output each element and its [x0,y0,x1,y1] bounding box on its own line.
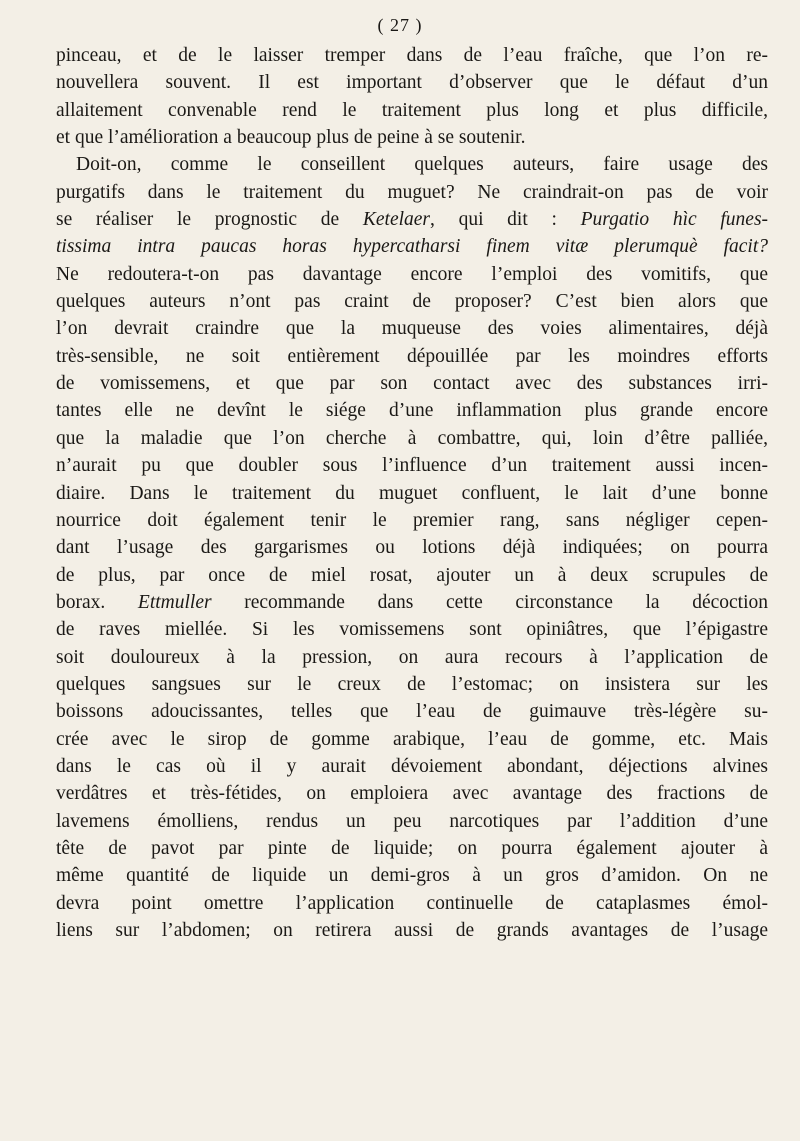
text-segment: très-sensible, ne soit entièrement dépouillée par les moindres efforts [56,345,768,367]
page-number: ( 27 ) [377,15,423,35]
text-segment: même quantité de liquide un demi-gros à un gros d’amidon. On ne [56,865,768,887]
text-line [56,726,768,753]
text-line [56,261,768,288]
text-segment: quelques auteurs n’ont pas craint de proposer? C’est bien alors que [56,291,768,313]
text-line [56,452,768,479]
body-text [56,42,768,944]
text-segment: purgatifs dans le traitement du muguet? Ne craindrait-on pas de voir [56,181,768,203]
italic-text: Ketelaer [362,209,431,231]
text-line [56,589,768,616]
text-line [56,206,768,233]
text-segment: de raves miellée. Si les vomissemens sont opiniâtres, que l’épigastre [56,619,768,641]
text-line [56,562,768,589]
text-segment: boissons adoucissantes, telles que l’eau de guimauve très-légère su- [56,701,768,723]
text-line [56,671,768,698]
text-segment: se réaliser le prognostic de [56,209,363,231]
text-segment: n’aurait pu que doubler sous l’influence d’un traitement aussi incen- [56,455,768,477]
text-segment: tantes elle ne devînt le siége d’une inflammation plus grande encore [56,400,768,422]
text-line [56,507,768,534]
text-segment: que la maladie que l’on cherche à combattre, qui, loin d’être palliée, [56,427,768,449]
text-line [56,917,768,944]
text-segment: devra point omettre l’application continuelle de cataplasmes émol- [56,892,768,914]
text-line [56,42,768,69]
text-line [56,808,768,835]
text-line [56,397,768,424]
text-segment: tête de pavot par pinte de liquide; on pourra également ajouter à [56,837,768,859]
text-segment: dans le cas où il y aurait dévoiement abondant, déjections alvines [56,755,768,777]
text-line [56,179,768,206]
text-segment: de vomissemens, et que par son contact avec des substances irri- [56,373,768,395]
text-line [56,534,768,561]
text-segment: borax. [56,591,138,613]
text-segment: nouvellera souvent. Il est important d’observer que le défaut d’un [56,72,768,94]
text-segment: quelques sangsues sur le creux de l’estomac; on insistera sur les [56,673,768,695]
text-line [56,753,768,780]
italic-text: Purgatio hìc funes- [580,209,768,231]
text-line [56,425,768,452]
text-segment: soit douloureux à la pression, on aura recours à l’application de [56,646,768,668]
text-line [56,315,768,342]
text-line [56,288,768,315]
text-segment: nourrice doit également tenir le premier rang, sans négliger cepen- [56,509,768,531]
text-line [56,698,768,725]
text-line [56,890,768,917]
text-line [56,370,768,397]
text-line [56,644,768,671]
text-segment: diaire. Dans le traitement du muguet confluent, le lait d’une bonne [56,482,768,504]
italic-text: Ettmuller [137,591,212,613]
text-segment: dant l’usage des gargarismes ou lotions déjà indiquées; on pourra [56,537,768,559]
text-segment: lavemens émolliens, rendus un peu narcotiques par l’addition d’une [56,810,768,832]
text-line [56,780,768,807]
text-segment: et que l’amélioration a beaucoup plus de peine à se soutenir. [56,127,526,149]
text-line [56,151,768,178]
text-line [56,124,768,151]
text-segment: Ne redoutera-t-on pas davantage encore l’emploi des vomitifs, que [56,263,768,285]
text-segment: liens sur l’abdomen; on retirera aussi de grands avantages de l’usage [56,920,768,941]
text-segment: allaitement convenable rend le traitement plus long et plus difficile, [56,99,768,121]
text-line [56,616,768,643]
text-segment: verdâtres et très-fétides, on emploiera avec avantage des fractions de [56,783,768,805]
text-segment: de plus, par once de miel rosat, ajouter un à deux scrupules de [56,564,768,586]
text-line [56,862,768,889]
text-segment: pinceau, et de le laisser tremper dans de l’eau fraîche, que l’on re- [56,45,768,66]
text-line [56,835,768,862]
text-line [56,69,768,96]
text-line [56,343,768,370]
text-line [56,233,768,260]
text-segment: , qui dit : [430,209,581,231]
italic-text: tissima intra paucas horas hypercatharsi finem vitæ plerumquè facit? [56,236,768,258]
text-segment: l’on devrait craindre que la muqueuse des voies alimentaires, déjà [56,318,768,340]
text-line [56,97,768,124]
text-line [56,480,768,507]
text-segment: crée avec le sirop de gomme arabique, l’eau de gomme, etc. Mais [56,728,768,750]
text-segment: recommande dans cette circonstance la décoction [211,591,768,613]
text-segment: Doit-on, comme le conseillent quelques auteurs, faire usage des [76,154,768,176]
